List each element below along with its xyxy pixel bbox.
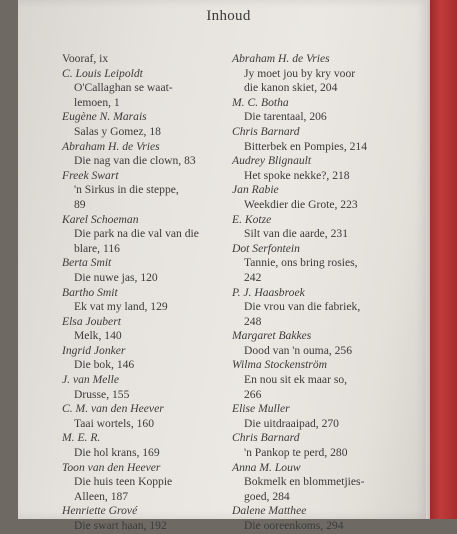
- toc-entry: [62, 169, 227, 213]
- toc-author: E. Kotze: [232, 212, 272, 226]
- toc-author: Elise Muller: [232, 402, 290, 416]
- toc-author: Chris Barnard: [232, 124, 300, 138]
- toc-work-title: Salas y Gomez, 18: [74, 124, 161, 138]
- toc-author: Bartho Smit: [62, 285, 118, 299]
- toc-entry: [232, 286, 417, 330]
- toc-work-title: Tannie, ons bring rosies, 242: [244, 256, 358, 284]
- toc-work-title: 'n Sirkus in die steppe, 89: [74, 183, 179, 211]
- toc-work-title: Die vrou van die fabriek, 248: [244, 300, 361, 328]
- toc-entry: [232, 96, 417, 125]
- toc-right-column: [232, 52, 417, 534]
- toc-author: Henriette Grové: [62, 504, 138, 518]
- toc-entry: [62, 286, 227, 315]
- toc-work-title: Die swart haan, 192: [74, 519, 167, 532]
- toc-work-title: Die park na die val van die blare, 116: [74, 227, 199, 255]
- toc-entry: [62, 344, 227, 373]
- toc-work-title: Het spoke nekke?, 218: [244, 168, 350, 182]
- toc-entry: [62, 504, 227, 533]
- toc-author: P. J. Haasbroek: [232, 285, 305, 299]
- toc-entry: [232, 154, 417, 183]
- toc-entry: [232, 213, 417, 242]
- toc-work-title: Ek vat my land, 129: [74, 300, 168, 314]
- toc-author: Freek Swart: [62, 168, 119, 182]
- toc-entry: [62, 52, 227, 67]
- toc-work-title: Die ooreenkoms, 294: [244, 519, 344, 532]
- toc-entry: [232, 329, 417, 358]
- toc-author: Abraham H. de Vries: [62, 139, 160, 153]
- toc-entry: [62, 373, 227, 402]
- toc-work-title: Weekdier die Grote, 223: [244, 197, 358, 211]
- toc-author: Audrey Blignault: [232, 154, 312, 168]
- toc-author: M. E. R.: [62, 431, 101, 445]
- toc-entry: [62, 140, 227, 169]
- toc-work-title: En nou sit ek maar so, 266: [244, 373, 348, 401]
- toc-entry: [232, 242, 417, 286]
- toc-entry: [62, 256, 227, 285]
- toc-work-title: Die bok, 146: [74, 358, 135, 372]
- toc-work-title: Bokmelk en blommetjies- goed, 284: [244, 475, 365, 503]
- toc-work-title: Die huis teen Koppie Alleen, 187: [74, 475, 173, 503]
- toc-entry: [232, 183, 417, 212]
- toc-work-title: Bitterbek en Pompies, 214: [244, 139, 368, 153]
- toc-author: Chris Barnard: [232, 431, 300, 445]
- toc-work-title: Taai wortels, 160: [74, 416, 155, 430]
- toc-work-title: Jy moet jou by kry voor die kanon skiet, 204: [244, 66, 356, 95]
- toc-entry: [232, 52, 417, 96]
- toc-author: Margaret Bakkes: [232, 329, 312, 343]
- toc-author: Berta Smit: [62, 256, 112, 270]
- toc-entry: [232, 431, 417, 460]
- toc-entry: [62, 431, 227, 460]
- toc-entry: [232, 402, 417, 431]
- toc-author: C. M. van den Heever: [62, 402, 164, 416]
- toc-work-title: Silt van die aarde, 231: [244, 227, 348, 241]
- toc-author: Dot Serfontein: [232, 241, 300, 255]
- toc-work-title: O'Callaghan se waat- lemoen, 1: [74, 81, 173, 109]
- contents-title: Inhoud: [206, 8, 251, 24]
- book-cover-edge: [430, 0, 457, 519]
- toc-work-title: Die uitdraaipad, 270: [244, 416, 339, 430]
- toc-entry: [62, 402, 227, 431]
- toc-author: Wilma Stockenström: [232, 358, 327, 372]
- toc-entry: [232, 461, 417, 505]
- toc-entry: [62, 315, 227, 344]
- toc-author: Toon van den Heever: [62, 460, 161, 474]
- toc-author: J. van Melle: [62, 373, 119, 387]
- toc-entry: [62, 67, 227, 111]
- toc-work-title: Vooraf, ix: [62, 52, 109, 65]
- toc-author: Elsa Joubert: [62, 314, 121, 328]
- toc-work-title: 'n Pankop te perd, 280: [244, 446, 348, 460]
- toc-work-title: Die hol krans, 169: [74, 446, 160, 460]
- toc-author: C. Louis Leipoldt: [62, 66, 143, 80]
- toc-work-title: Die nuwe jas, 120: [74, 270, 158, 284]
- toc-work-title: Melk, 140: [74, 329, 122, 343]
- toc-author: Dalene Matthee: [232, 504, 307, 518]
- toc-work-title: Die nag van die clown, 83: [74, 154, 196, 168]
- toc-author: Abraham H. de Vries: [232, 52, 330, 65]
- toc-entry: [232, 358, 417, 402]
- toc-entry: [62, 110, 227, 139]
- toc-work-title: Die tarentaal, 206: [244, 110, 327, 124]
- toc-author: Anna M. Louw: [232, 460, 301, 474]
- toc-work-title: Dood van 'n ouma, 256: [244, 343, 353, 357]
- toc-author: M. C. Botha: [232, 95, 289, 109]
- toc-author: Jan Rabie: [232, 183, 279, 197]
- toc-author: Karel Schoeman: [62, 212, 139, 226]
- toc-left-column: [62, 52, 227, 534]
- toc-entry: [232, 125, 417, 154]
- toc-entry: [62, 213, 227, 257]
- toc-author: Ingrid Jonker: [62, 343, 126, 357]
- toc-author: Eugène N. Marais: [62, 110, 147, 124]
- toc-entry: [232, 504, 417, 533]
- toc-work-title: Drusse, 155: [74, 387, 130, 401]
- toc-entry: [62, 461, 227, 505]
